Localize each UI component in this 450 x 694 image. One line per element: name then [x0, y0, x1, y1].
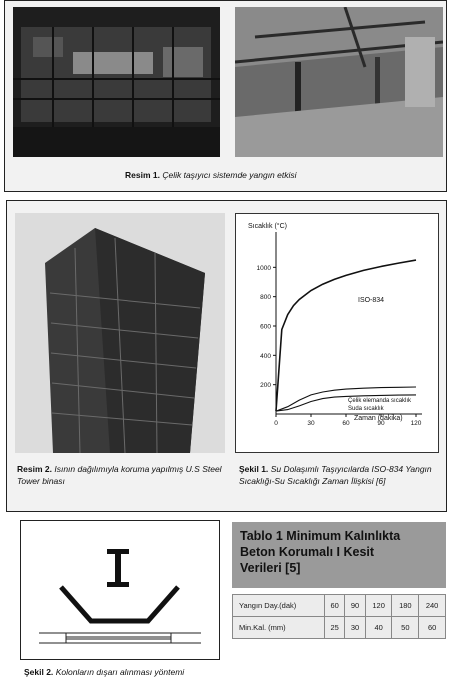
- x-tick-label: 120: [410, 420, 422, 427]
- i-beam-top-flange: [107, 549, 129, 554]
- photo-burned-building: [13, 7, 220, 157]
- series-label-iso-834: ISO-834: [358, 297, 385, 304]
- x-tick-label: 60: [342, 420, 350, 427]
- y-tick-label: 600: [260, 323, 271, 331]
- i-beam-bottom-flange: [107, 582, 129, 587]
- table-row: Min.Kal. (mm) 25 30 40 50 60: [233, 617, 446, 639]
- chart-iso-834-temperature: [235, 213, 439, 453]
- table-1-min-thickness: [232, 522, 446, 660]
- x-axis-label: Zaman (dakika): [354, 415, 403, 422]
- photo-steel-interior: [235, 7, 443, 157]
- series-label-su: Suda sıcaklık: [348, 406, 384, 412]
- protection-shell: [61, 587, 178, 621]
- wall-lines: [39, 633, 201, 643]
- x-tick-label: 30: [307, 420, 315, 427]
- photo-us-steel-tower: [15, 213, 225, 453]
- caption-sekil-2: Şekil 2. Kolonların dışarı alınması yöntemi: [24, 667, 185, 677]
- chart-svg: [236, 214, 438, 452]
- series-line-1: [276, 260, 416, 411]
- y-tick-label: 400: [260, 352, 271, 360]
- table-title: Tablo 1 Minimum Kalınlıkta Beton Korumalı I Kesit Verileri [5]: [232, 522, 446, 588]
- figure-panel-resim-2: [6, 200, 447, 512]
- data-table: [232, 594, 446, 639]
- table-row: Yangın Day.(dak) 60 90 120 180 240: [233, 595, 446, 617]
- series-label-celik: Çelik elemanda sıcaklık: [348, 398, 412, 404]
- i-beam-web: [115, 554, 121, 582]
- caption-resim-2: Resim 2. Isının dağılımıyla koruma yapılmış U.S Steel Tower binası: [17, 464, 222, 486]
- y-tick-label: 800: [260, 294, 271, 302]
- y-tick-label: 1000: [256, 264, 271, 272]
- diagram-column-outside: [20, 520, 220, 660]
- y-tick-label: 200: [260, 382, 271, 390]
- y-axis-label: Sıcaklık (°C): [248, 223, 287, 230]
- x-tick-label: 0: [274, 420, 278, 427]
- caption-resim-1: Resim 1. Çelik taşıyıcı sistemde yangın etkisi: [125, 170, 297, 180]
- caption-sekil-1: Şekil 1. Su Dolaşımlı Taşıyıcılarda ISO-834 Yangın Sıcaklığı-Su Sıcaklığı Zaman İlişkisi [6]: [239, 464, 432, 486]
- x-tick-label: 90: [377, 420, 385, 427]
- figure-panel-resim-1: [4, 0, 447, 192]
